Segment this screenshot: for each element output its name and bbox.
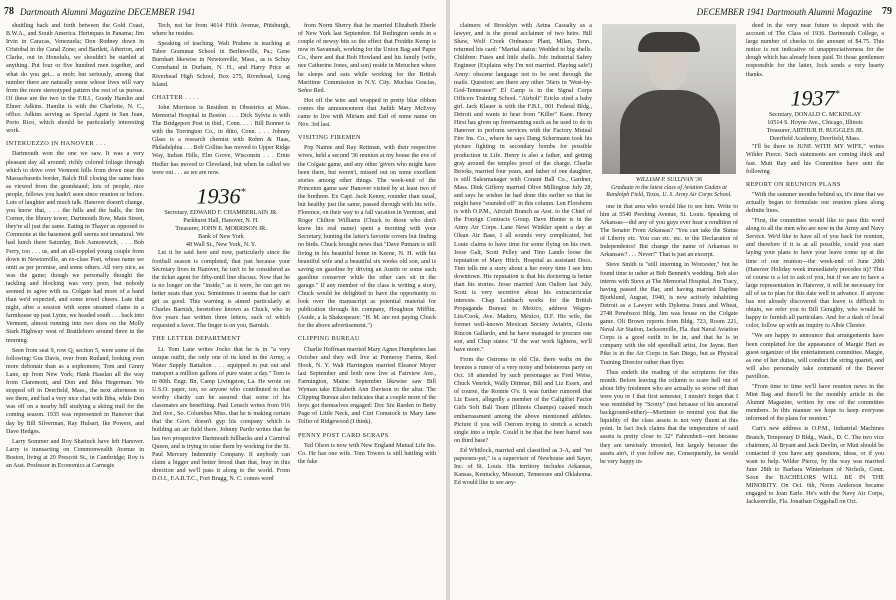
body-paragraph: Pop Naime and Ray Reitman, with their respective wives, held a second '36 reunion at my house the eve of the Colgate game, and any other 'givers who might have been there, but weren't, missed out on some excellent stories among other things. The week-end of the Princeton game saw Hanover visited by at least two of the brethren. Ex Capt. Jack Kenny, rounder than usual, but healthy just the same, passed through with his wife. Florence, on their way to a fall vacation in Vermont, and Roger Chilton Williams (Chuck to those who don't know his real name) spent a morning with your Secretary, hunting the latter's favorite covers but finding no birds. Chuck brought news that "Dave Putnam is still living in his beautiful home in Keene, N. H. with his beautiful wife and a beautiful six weeks old son, and is saving on gasoline by driving an Austin or some such gasoline conserver while the other cars sit in the garage." If any member of the class is writing a story, Chuck would be delighted to have the opportunity to look over the manuscript as potential material for publication through his company, Houghton Mifflin. (Aside, a la Shakespeare: "H. M. are not paying Chuck for the above advertisement.") (298, 145, 436, 330)
class-officer-line: Secretary, DONALD C. MCKINLAY (768, 111, 862, 118)
body-paragraph: shuttling back and forth between the Gold Coast, B.W.A., and South America. Herinques in Panama; Jim Irvin in Caracas, Venezuela; Don Rodney down in Cristobal in the Canal Zone; and Bartlett, Atherton, and Clarke, out in Honolulu, we shouldn't be startled at anything. Put four or five hundred men together, and what do you get... a mob; but seriously, among that number there are naturally some whose lives will vary from the more stereotyped pattern the rest of us pursue. Of these are the two in the F.B.I., Goody Hamlin and Elmer Adkins. Hamlin is with the Charlotte, N. C., office. Adkins serving as Special Agent in San Juan, Porto Rico, which should be particularly interesting work. (6, 23, 144, 135)
body-paragraph: deed in the very near future to deposit with the account of The Class of 1936. Dartmouth College, a large number of checks to the amount of $4.75. This notice is not indicative of unappreciativeness for the dough which has already been paid. To those gentlemen responsible for the latter, Jock sends a very hearty thanks. (746, 23, 884, 78)
photo-caption: WILLIAM P. SULLIVAN '36 Graduate in the latest class of Aviation Cadets at Randolph Field, Texas, U. S. Army Air Corps School. (606, 177, 732, 199)
body-paragraph: Dartmouth won the one we saw. It was a very pleasant day all around; richly colored foliage through which to drive over Vermont hills from down near the Massachusetts border, Balch Hill closing the same hues as viewed from the grandstand; lots of people, nice people, fellows you hadn't seen since reunion or before. Lots of laughter and much talk. Hanover doesn't change, you know that, . . . the hills and the halls, the Inn Corner, the library tower, Dartmouth Row, Main Street, they're all just the same. Eating in Thayer as opposed to Commons at the basement grill seems not unnatural. We had lunch there Saturday, Bob Asmonwich, . . . Bob Ferry, too . . . us, and an all-toppled young couple from down in Newtonville, an ex-class Poet, whose name we omit as per promise, and some others. All very nice, as was the game; though we personally thought the tackling and blocking was very poor, but nobody seemed to agree with us. Colgate had more of a band than we'd expected, and some towel cheers. Late that night, after a session with some steamed clams in a farmhouse up past Lyme, we headed south . . . back into Vermont, almost running into two does on the Molly Stark Highway west of Brattleboro around three in the morning. (6, 151, 144, 344)
magazine-title-right: DECEMBER 1941 Dartmouth Alumni Magazine (696, 7, 872, 17)
class-officer-line: Bank of New York (198, 234, 244, 241)
body-paragraph: Ed Whitlock, married and classified as 3-A, and "no papooses-yet," is a supervisor of Newhouse and Sayer, Inc. of St. Louis. His territory includes Arkansas, Kansas, Kentucky, Missouri, Tennessee and Oklahoma. Ed would like to see any- (454, 447, 592, 487)
photo-cap (638, 32, 700, 52)
right-column-1 (454, 22, 592, 596)
left-page (0, 0, 446, 600)
left-column-3 (298, 22, 436, 596)
left-column-1 (6, 22, 144, 596)
body-paragraph: Seen from seat 9, row Q, section 5, were some of the following: Gus Davis, over from Rutland, looking even more debonair than as a sophomore; Tom and Ginny Lane, up from New York; Hank Hasslau all the way from Claremont, and Don and Ibba Hegerman. We stopped off in Deerfield, Mass., the next afternoon to see them, and had a very nice chat with Ibba, while Don was off on a nearby hill studying a skiing trail for the coming season. 1935 was represented in Hanover that day by Bill Silverman, Ray Hulsart, Ike Powers, and Dave Hedges. (6, 347, 144, 435)
section-heading: INTERUEZZO IN HANOVER . . . (6, 140, 106, 148)
class-officer-line: Deerfield Academy, Deerfield, Mass. (769, 136, 861, 143)
right-column-3 (746, 22, 884, 596)
right-column-2 (600, 22, 738, 596)
body-paragraph: John Morrison is Resident in Obstetrics at Mass. Memorial Hospital in Boston . . . Dick Sylvia is with The Bridgeport Post in ibid., Conn. . . . Bill Bonner is with the Torrington Co., in ditto, Conn. . . . Johnny Glass is a research chemist with Rohm & Haas, Philadelphia . . . Bob Collins has moved to Upper Ridge Way, Indian Hills, Elm Grove, Wisconsin . . . Ernie Hedler has moved to Cleveland, but when he called we were out . . . as we are now. (152, 104, 290, 176)
page-number-left: 78 (4, 6, 14, 17)
body-paragraph: claimers of Brooklyn with Aetna Casualty as a lawyer, and is the proud acclaimer of two heirs. Bill Shaw, Wolf Creek Ordnance Plant, Milan, Tenn., returned his card: "Marital status: Wedded to big shells. Children: Fuses and little shells. Job: industrial Safety Engineer (Explains why I'm not married. Playing safe!) Army: obscene language not to be sent through the mails. Question: are there any other '36ers in 'West-by-God-Tennessee?" El Camp is in the Signal Corps Officers Training School. "Airbolt" Ericks sired a baby girl. Jack Klauer is with the F.B.I., 901 Federal Bldg., Detroit and wants to hear from "Killer" Kane. Henry Hirst has given up freemanning such as he used to do in Hanover to perform services with the Factory Mutual Fire Ins. Co., where he says Dang Schermann took his picture fighting in secondary bombs for possible production in Life. Henry is also a father, and getting gray around the temples proof of the charge. Charlie Brooks, married four years, and father of one daughter, is still Salesmanager with Conant Ball Co., Gardner, Mass. Dink Giffeny married Olive Millington July 28, and says he wishes he had done this earlier so that he might have "sounded off" in this column. Len Florsheim is with O.P.M., Aircraft Branch as Asst. to the Chief of the Foreign Contracts Group. Dave Hunter is in the Army Air Corps. Lane Newt Winkler spent a day at Olean Air Base, I all sounds very complicated, but Louie claims to have time for some flying on his own. Jesse Galt, Scott Pelley and Tino Lando loose the reputation of Mary Hitch. Hospital as assistant Docs. Tino tells me a story about a her every time I see him downtown. His reputation is that his doctoring is better than his stories. Jesse married Ann Oulton last July. Scott is very secretive about his extracurricular interests. Chap Leinbach works for the British Propaganda Bureau in Mexico, address Wagon-Lits/Cook, Ave. Madero, Mexico, D.F. His wife, the former well-known Mexican Society Aviatrix, Gloria Rincon Gallardo, and he have managed to procure one son, and Chap states: "If the war work lightens, we'll have more." (454, 23, 592, 353)
class-year-number: 1937 (790, 84, 835, 110)
left-column-2 (152, 22, 290, 596)
body-paragraph: Tech, not far from 4614 Fifth Avenue, Pittsburgh, where he resides. (152, 23, 290, 38)
body-paragraph: Steve Smith is "still interning in Worcester," but he found time to usher at Bob Bennett's wedding. Bob also interns with Steve at The Memorial Hospital. Jim Tracy, having passed the Bar, and having married Daphne Bjorklund, August, 1940, is now actively inhabiting Detroit as a Lawyer with Dykema Jones and Wheat, 2748 Penobscot Bldg. Jim was house on the Colgate game. Oli Brown reports from Bldg. 723, Room 221, Naval Air Station, Jacksonville, Fla. that Naval Aviation Corps is a good outfit to be in, and that he is in company with the old speedball artist, Joe Jayne. Bert Pike is in the Air Corps in San Diego, but as Physical Training Director rather than flyer. (600, 262, 738, 366)
class-year-star-icon: * (240, 186, 246, 198)
body-paragraph: one in that area who would like to see him. Write to him at 5540 Pershing Avenue, St. Louis. Speaking of Arkansas—did any of you guys ever hear a rendition of The Senator From Arkansas? "You can take the Statue of Liberty etc. You can etc. etc. to the Declaration of Independence! But change the name of Arkansas to Arkansaw? . . . Never!" That is just an excerpt. (600, 203, 738, 259)
class-officer-line: Secretary, EDWARD F. CHAMBERLAIN JR. (164, 210, 278, 217)
magazine-title-left: Dartmouth Alumni Magazine DECEMBER 1941 (20, 7, 196, 17)
body-paragraph: Hot off the wire and wrapped in pretty blue ribbon comes the announcement that Judith Mary McEvoy came to live with Miriam and Earl of some name on Nov. 3rd last. (298, 97, 436, 129)
page-number-right: 79 (882, 6, 892, 17)
body-paragraph: "First, the committee would like to pass this word along to all the men who are now in the Army and Navy Service. We'd like to have all of you back for reunion, and therefore if it is at all possible, could you start laying your plans to have your leave come up at the time of our reunion—the week-end of June 20th (Hanover Holiday week immediately precedes it)? This of course is a lot to ask of you, but if we are to have a large representation in Hanover, it will be necessary for all of us to plan for this date well in advance. If anyone has not already discovered that leave is difficult to obtain, we refer you to Bill Geraghty, who would be happy to furnish all particulars. And for a dash of local color, follow up with an inquiry to Albie Chester. (746, 218, 884, 330)
section-heading: VISITING FIREMEN (298, 134, 361, 142)
body-paragraph: Cart's new address is O.P.M., Industrial Machines Branch, Temporary D Bldg., Wash., D. C. The two vice chairmen, Al Bryant and Jack Devlin, or Mutt should be contacted if you have any questions, ideas, or if you want to help. Wilder Pierce, by the way was married June 28th to Barbara Winterburn of Nichols, Conn. Soon the BACHELORS WILL BE IN THE MINORITY. On Oct. 6th, Norm Anderson became engaged to Joan Earle. He's with the Navy Air Corps, Jacksonville, Fla. Jonathan Coggshall on Oct. (746, 426, 884, 506)
section-heading: CHATTER . . . . (152, 93, 199, 101)
right-column-2-text (600, 203, 738, 466)
section-heading: REPORT ON REUNION PLANS (746, 180, 841, 188)
body-paragraph: "With the summer months behind us, it's time that we actually began to formulate our reunion plans along definite lines. (746, 191, 884, 215)
right-page (450, 0, 896, 600)
class-officer-line: 48 Wall St., New York, N. Y. (185, 242, 257, 249)
class-year-number: 1936 (196, 183, 241, 209)
class-year-star-icon: * (834, 88, 840, 100)
body-paragraph: Thus endeth the reading of the scriptures for this month. Before leaving the column to scare hell out of about fifty freshmen who are actually so worse off than were you or I that first semester, I mustn't forget that I was reminded by "Scotty" (not because of his ancestral background-either)—Mortimer to remind you that the liquidity of the class assets is not very fluent at this point. In fact Jock claims that the temperature of said assets is pretty close to 32° Fahrenheit—not because they are unwisely invested, but largely because the assets ain't, if you follow me. Consequently, he would be very happy in- (600, 369, 738, 465)
class-year-heading (152, 181, 290, 208)
body-paragraph: "We are happy to announce that arrangements have been completed for the appearance of Margie Hart as guest organizer of the entertainment committee. Margie, as one of her duties, will conduct the string quartet, and will also personally take command of the Beaver pavillion. (746, 333, 884, 380)
body-paragraph: Charlie Hoffman married Mary Agnes Humphries last October and they will live at Pomeroy Farms, Red Hook, N. Y. Walt Harrington married Eleanor Moyer last September and both now live at Fairview Ave., Farmington, Maine. September likewise saw Bill Wyman take Elizabeth Ann Davison to the altar. The Clipping Bureau also indicates that a couple more of the boys got themselves engaged: Doc Stu Rarden to Betty Page of Little Neck, and Curt Comstock to Mary Jane Telfer of Ridgewood (I think). (298, 346, 436, 426)
page-header-right (454, 6, 892, 20)
body-paragraph: From the Ostroms in old Chi. there wafts on the breezes a rumor of a very noisy and boisterous party on Oct. 18 attended by such personages as Fred Weiss, Chuck Venrick, Wally Dittmar, Bill and Liz Essex, and of course, the Ronnie O's. It was further rumored that Liz Essex, allegedly a member of the Caligifiet Factor Girls Soft Ball Team (Illinois Champs) caused much embarrassment among the above mentioned athletes. Picture if you will Ostrom trying to stretch a scratch single into a triple. Could it be that the beer barrel was on third base? (454, 356, 592, 444)
portrait-photo (602, 24, 736, 174)
body-paragraph: Lt. Tom Lane writes Jocko that he is in "a very unique outfit, the only one of its kind in the Army, a Water Supply Battalion . . . equipped to put out and transport a million gallons of pure water a day." Tom is in 80th. Engr. Bn, Camp Livingston, La. He wrote on U.S.O. paper, too, so anyone who contributed to that worthy charity can be assured that some of his classmates are benefiting. Paul Lensch writes from 916 2nd Ave., So. Columbus Miss. that he is making certain that the Govt. doesn't gyp his company which is building an air field there. Johnny Pardo writes that he has two prospective Dartmouth fullbacks and a Carnival Queen, and is trying to raise them by working for the St. Paul Mercury Indemnity Company. If anybody can claim a bigger and better brood than that, bray in this direction and we'll pass it along to the world. From D.O.I., F.A.R.T.C., Fort Bragg, N. C. comes word (152, 346, 290, 483)
photo-uniform (620, 90, 720, 174)
class-officer-line: Treasurer, JOHN E. MORRISON JR. (175, 226, 267, 233)
body-paragraph: Let it be said here and now, particularly since the football season is completed, that just because your Secretary lives in Hanover, he isn't to be considered as the ticket agent for fifty-until line discuss. Now that he is no longer on the "inside," as it were, he can get no better seats than you. Sometimes it seems that he can't get as good. This warning is aimed particularly at Charles Barnish, heretofore known as Chuck, who in five years has written three letters, each of which requested a favor. The finger is on you, Barnish. (152, 250, 290, 330)
class-officer-line: Parkhurst Hall, Hanover, N. H. (183, 218, 259, 225)
body-paragraph: Speaking of teaching, Walt Prahms is teaching at Tabor Grammar School in Berlinsville, Pa.; Gene Burnhart likewise in Newtonville, Mass., as is Schuy Cornehand in Durham, N. H., and Harry Price at Riverhead High School, Box 275, Riverhead, Long Island. (152, 41, 290, 88)
section-heading: THE LETTER DEPARTMENT (152, 335, 241, 343)
section-heading: CLIPPING BUREAU (298, 335, 360, 343)
body-paragraph: "From time to time we'll have reunion news in the Mint Bag and there'll be the monthly article in the Alumni Magazine, written by one of the committee members. In this manner we hope to keep everyone informed of the plans for reunion." (746, 383, 884, 423)
body-paragraph: Larry Sommer and Roy Shattuck have left Hanover. Larry is transacting on Commonwealth Avenue in Boston, living at 20 Prescott St., in Cambridge; Roy is an Asst. Professor in Economics at Carnegie (6, 438, 144, 469)
class-officer-line: 10514 S. Hoyne Ave., Chicago, Illinois (767, 120, 863, 127)
body-paragraph: Ted Olson is now with New England Mutual Life Ins. Co. He has one wife. Tom Towers is still battling with the fake (298, 442, 436, 465)
class-year-heading (746, 83, 884, 110)
body-paragraph: from Norm Sherry that he married Elizabeth Eberle of New York last September. Ed Redington sends in a couple of newsy bits so the effect that Freddie Kemp is now in Savannah, working for the Union Bag and Paper Co., there and that Bob Howland and his family (wife, nee Catherine Jones, and son) reside in Metuchen where he sleeps and eats while working for the British Maritime Commission in N.Y. City. Muchas Gracias, Señor Red. (298, 23, 436, 94)
body-paragraph: "I'll be there in JUNE WITH MY WIFE," writes Wilder Pierce. Such statements are coming thick and fast. Mutt Ray and his Committee have sent the following (746, 144, 884, 175)
page-header-left (4, 6, 442, 20)
section-heading: PENNY POST CARD SCRAPS (298, 431, 389, 439)
class-officer-line: Treasurer, ARTHUR H. RUGGLES JR. (766, 128, 864, 135)
